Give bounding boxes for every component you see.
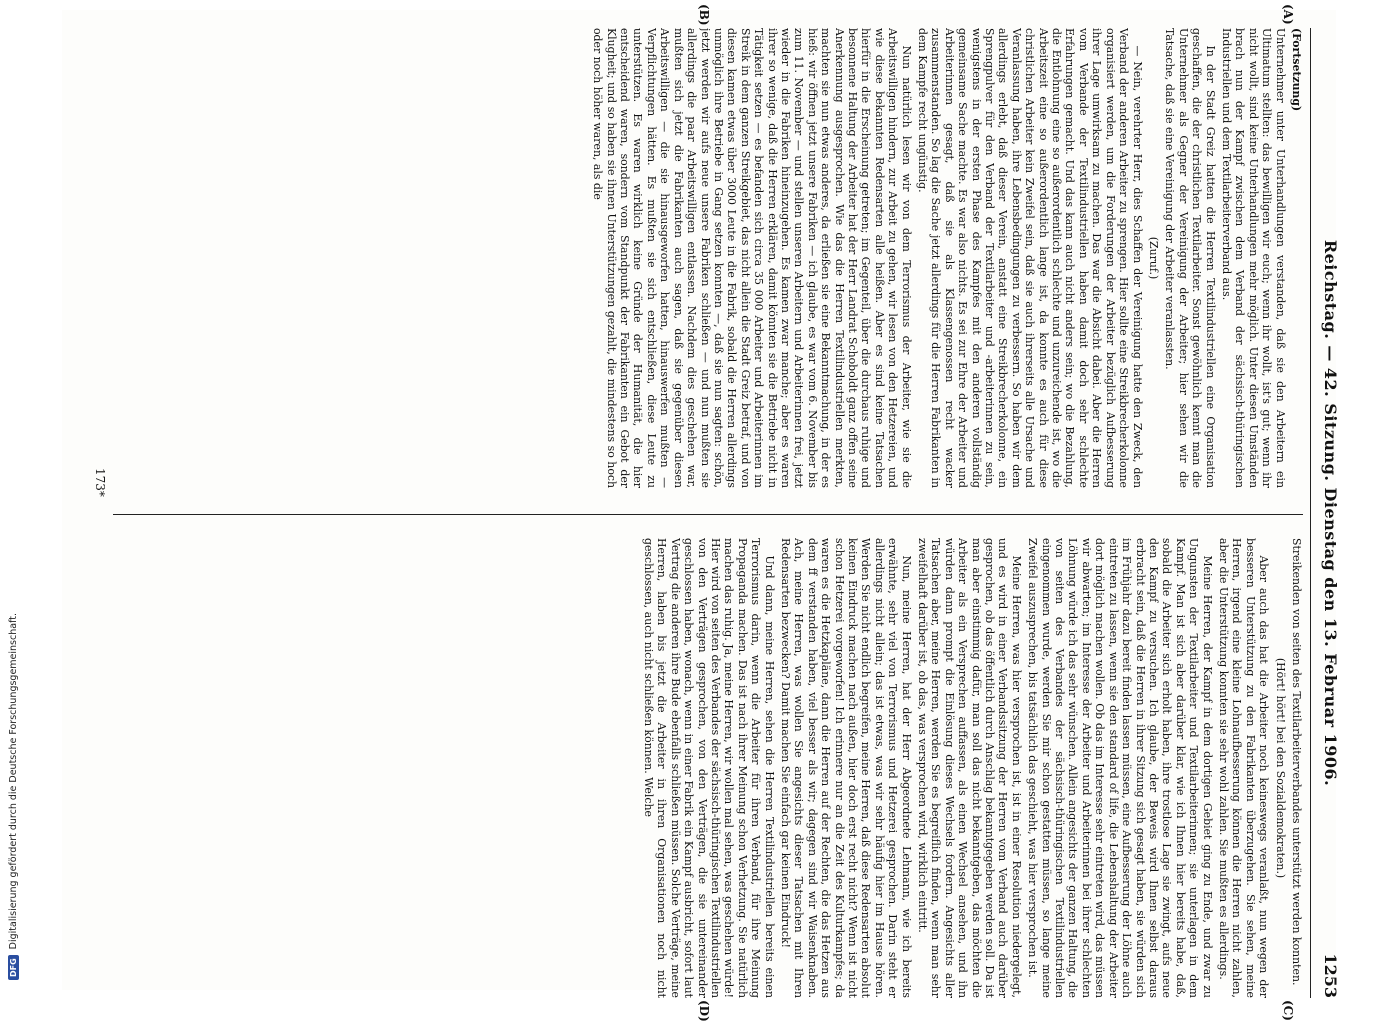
left-column xyxy=(113,28,1303,488)
continuation-label: (Fortsetzung) xyxy=(1290,28,1303,112)
paragraph: Und dann, meine Herren, sehen die Herren Textilindustriellen bereits einen Terrorismus darin, wenn die Arbeiter für ihren Verband, für ihre Meinung Propaganda machen. Das ist nach ihrer Meinung schon Verhetzung. Sie natürlich machen das ruhig. Ja, meine Herren, wir wollen mal sehen, was geschehen würde! Hier wird von seiten des Verbandes der sächsisch-thüringischen Textilindustriellen von den Verträgen gesprochen, von den Verträgen, die sie untereinander geschlossen haben, wonach, wenn in einer Fabrik ein Kampf ausbricht, sofort laut Vertrag die anderen ihre Bude ebenfalls schließen müssen. Solche Verträge, meine Herren, haben bis jetzt die Arbeiter in ihren Organisationen noch nicht geschlossen, auch nicht schließen können. Welche xyxy=(641,538,776,998)
paragraph: Unternehmer unter Unterhandlungen verstanden, daß sie den Arbeitern ein Ultimatum stellten: das bewilligen wir euch; wenn ihr wollt, ist's gut; wenn ihr nicht wollt, sind keine Unterhandlungen mehr möglich. Unter diesen Umständen brach nun der Kampf zwischen dem Verband der sächsisch-thüringischen Industriellen und dem Textilarbeiterverband aus. xyxy=(1219,28,1287,488)
right-column xyxy=(113,538,1303,998)
page-number: 1253 xyxy=(1321,953,1341,998)
margin-marker-d: (D) xyxy=(697,1000,711,1022)
interjection: (Zuruf.) xyxy=(1146,236,1160,280)
header-title: Reichstag. — 42. Sitzung. Dienstag den 13. Februar 1906. xyxy=(1321,239,1341,787)
paragraph: In der Stadt Greiz hatten die Herren Textilindustriellen eine Organisation geschaffen, die der christlichen Textilarbeiter. Sonst gewöhnlich kennt man die Unternehmer als Gegner der Vereinigung der Arbeiter; hier sehen wir die Tatsache, daß sie eine Vereinigung der Arbeiter veranlassten. xyxy=(1163,28,1217,488)
interjection: (Hört! hört! bei den Sozialdemokraten.) xyxy=(1273,657,1287,879)
digitization-text: Digitalisierung gefördert durch die Deutsche Forschungsgemeinschaft. xyxy=(8,613,19,950)
signature-mark: 173* xyxy=(93,468,107,497)
digitization-note xyxy=(8,0,19,980)
paragraph: Nun natürlich lesen wir von dem Terrorismus der Arbeiter, wie sie die Arbeitswilligen hindern, zur Arbeit zu gehen, wir lesen von den Hetzereien, und wie diese bekannten Redensarten alle heißen. Aber es sind keine Tatsachen hierfür in die Erscheinung getreten; im Gegenteil, über die durchaus ruhige und besonnene Haltung der Arbeiter hat der Herr Landrat Schoboldt ganz offen seine Anerkennung ausgesprochen. Wie das die Herren Textilindustriellen merkten, machten sie nun etwas anderes, da erließen sie eine Bekanntmachung, in der es hieß: wir öffnen jetzt unsere Fabriken — ich glaube, es war vom 6. November bis zum 11. November — und stellen unseren Arbeitern und Arbeiterinnen frei, jetzt wieder in die Fabriken hineinzugehen. Es kamen zwar manche; aber es waren ihrer so wenige, daß die Herren erklären, damit könnten sie die Betriebe nicht in Tätigkeit setzen — es befanden sich circa 35 000 Arbeiter und Arbeiterinnen im Streik in dem ganzen Streikgebiet, das nicht allein die Stadt Greiz betraf, und von diesen kamen etwas über 3000 Leute in die Fabrik, sobald die Herren allerdings unmöglich ihre Betriebe in Gang setzen konnten —, daß sie nun sagten: schön, jetzt werden wir aufs neue unsere Fabriken schließen — und nun mußten sie allerdings die paar Arbeitswilligen entlassen. Nachdem dies geschehen war, mußten sich jetzt die Fabrikanten auch sagen, daß sie gegenüber diesen Arbeitswilligen — die sie hinausgeworfen hatten, hinauswerfen mußten — Verpflichtungen hätten. Es mußten sie sich entschließen, diese Leute zu unterstützen. Es waren wirklich keine Gründe der Humanität, die hier entscheidend waren, sondern vom Standpunkt der Fabrikanten ein Gebot der Klugheit; und so haben sie ihnen Unterstützungen gezahlt, die mindestens so hoch oder noch höher waren, als die xyxy=(591,28,913,488)
paragraph: Streikenden von seiten des Textilarbeiterverbandes unterstützt werden konnten. xyxy=(1290,538,1303,986)
paragraph: — Nein, verehrter Herr, dies Schaffen der Vereinigung hatte den Zweck, den Verband der anderen Arbeiter zu sprengen. Hier sollte eine Streikbrecherkolonne organisiert werden, um die Forderungen der Arbeiter bezüglich Aufbesserung ihrer Lage umwirksam zu machen. Das war die Absicht dabei. Aber die Herren vom Verbande der Textilindustriellen haben damit doch sehr schlechte Erfahrungen gemacht. Und das kann auch nicht anders sein; wo die Bezahlung, die Entlohnung eine so außerordentlich schlechte und unzureichende ist, wo die Arbeitszeit eine so außerordentlich lange ist, da konnte es auch für diese christlichen Arbeiter kein Zweifel sein, daß sie auch ihrerseits alle Ursache und Veranlassung haben, ihre Lebensbedingungen zu verbessern. So haben wir dem allerdings erlebt, daß dieser Verein, anstatt eine Streikbrecherkolonne, ein Sprengpulver für den Verband der Textilarbeiter und -arbeiterinnen zu sein, wenigstens in der ersten Phase des Kampfes mit den anderen vollständig gemeinsame Sache machte. Es war also nichts. Es sei zur Ehre der Arbeiter und Arbeiterinnen gesagt, daß sie als Klassengenossen recht wacker zusammenstanden. So lag die Sache jetzt allerdings für die Herren Fabrikanten in dem Kampfe recht ungünstig. xyxy=(916,28,1144,488)
dfg-logo-icon: DFG xyxy=(8,955,19,980)
running-header xyxy=(1311,28,1351,998)
column-rule xyxy=(113,514,1303,515)
paragraph: Meine Herren, was hier versprochen ist, ist in einer Resolution niedergelegt, und es wird in einer Verbandssitzung der Herren vom Verband auch darüber gesprochen, ob das öffentlich durch Anschlag bekanntgegeben werden soll. Da ist man aber einstimmig dafür, man soll das nicht bekanntgeben, das möchten die Arbeiter als ein Versprechen auffassen, als einen Wechsel ansehen, und ihn würden dann prompt die Einlösung dieses Wechsels fordern. Angesichts aller Tatsachen aber, meine Herren, werden Sie es begreiflich finden, wenn man sehr zweifelhaft darüber ist, ob das, was versprochen wird, wirklich eintritt. xyxy=(916,538,1023,998)
margin-marker-a: (A) xyxy=(1281,4,1295,25)
header-rule xyxy=(1310,28,1311,998)
paragraph: Nun, meine Herren, hat der Herr Abgeordnete Lehmann, wie ich bereits erwähnte, sehr viel von Terrorismus und Hetzerei gesprochen. Darin steht er allerdings nicht allein; das ist etwas, was wir sehr häufig hier im Hause hören. Werden Sie nicht endlich begreifen, meine Herren, daß diese Redensarten absolut keinen Eindruck machen nach außen, hier doch erst recht nicht? Wenn ist nicht schon Hetzerei vorgeworfen! Ich erinnere nur an die Zeit des Kulturkampfes; da waren es die Hetzkapläne, dann die Herren auf der Rechten, die das Hetzen aus dem ff verstanden haben, viel besser als wir; dagegen sind wir Waisenknaben. Ach, meine Herren, was wollen Sie angesichts dieser Tatsachen mit Ihren Redensarten bezwecken? Damit machen Sie einfach gar keinen Eindruck! xyxy=(778,538,913,998)
rotated-page-content xyxy=(85,4,1351,1022)
paragraph: Aber auch das hat die Arbeiter noch keineswegs veranlaßt, nun wegen der besseren Unterstützung zu den Fabrikanten überzugehen. Sie sehen, meine Herren, irgend eine kleine Lohnaufbesserung können die Herren nicht zahlen, aber die Unterstützung konnten sie sehr wohl zahlen. Sie mußten es allerdings. xyxy=(1216,538,1271,998)
margin-marker-c: (C) xyxy=(1281,1000,1295,1021)
margin-marker-b: (B) xyxy=(697,4,711,26)
scanned-page xyxy=(62,4,1341,1022)
paragraph: Meine Herren, der Kampf in dem dortigen Gebiet ging zu Ende, und zwar zu Ungunsten der Textilarbeiter und Textilarbeiterinnen; sie unterlagen in dem Kampf. Man ist sich aber darüber klar, wie ich Ihnen hier bereits habe, daß, sobald die Arbeiter sich erholt haben, ihre trostlose Lage sie zwingt, aufs neue den Kampf zu versuchen. Ich glaube, der Beweis wird Ihnen selbst daraus erbracht sein, daß die Herren in ihrer Sitzung sich gesagt haben, sie würden sich im Frühjahr dazu bereit finden lassen müssen, eine Aufbesserung der Löhne auch eintreten zu lassen, wenn sie den standard of life, die Lebenshaltung der Arbeiter dort möglich machen wollen. Ob das im Interesse sehr eintreten wird, das müssen wir abwarten; im Interesse der Arbeiter und Arbeiterinnen bei ihrer schlechten Löhnung würde ich das sehr wünschen. Allein angesichts der ganzen Haltung, die von seiten des Verbandes der sächsisch-thüringischen Textilindustriellen eingenommen wurde, werden Sie mir schon gestatten müssen, so lange meine Zweifel auszusprechen, bis tatsächlich das geschieht, was hier versprochen ist. xyxy=(1026,538,1214,998)
